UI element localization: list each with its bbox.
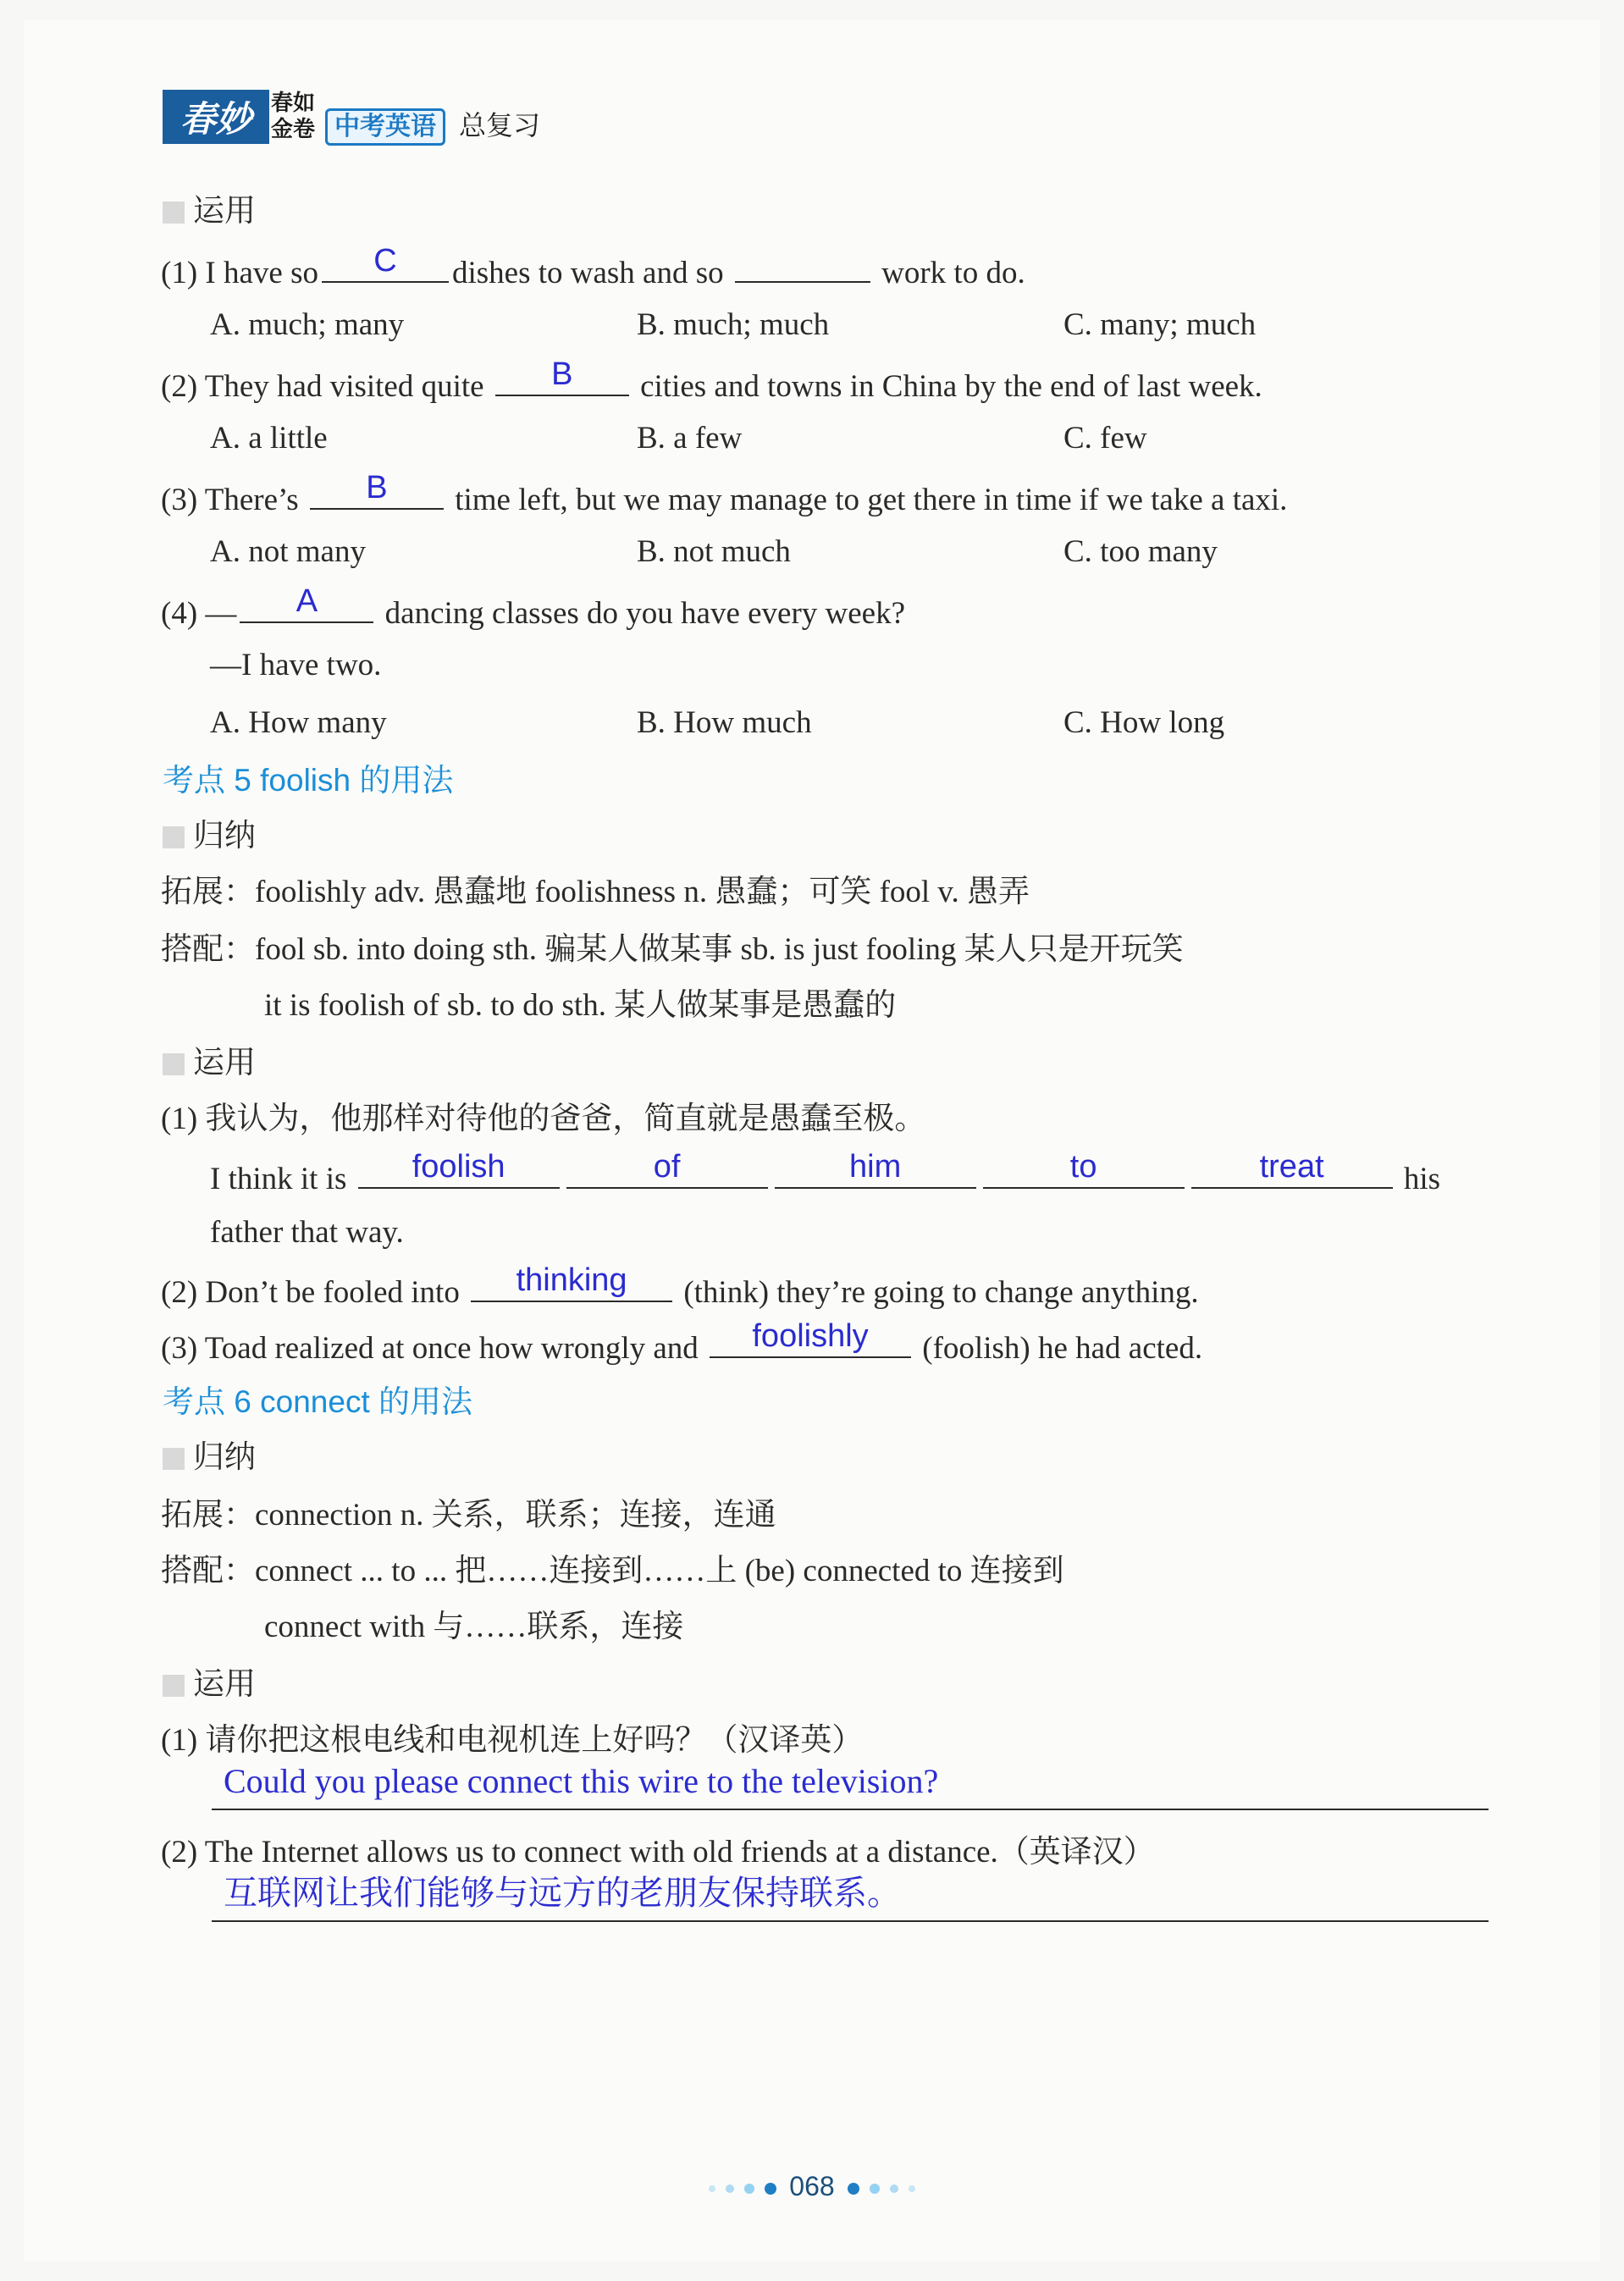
t5-question-1-cont: father that way. [210, 1215, 404, 1250]
t5-question-2: (2) Don’t be fooled into thinking (think) they’re going to change anything. [161, 1262, 1199, 1310]
t6-question-2: (2) The Internet allows us to connect with old friends at a distance.（英译汉） [161, 1835, 1155, 1870]
series-subtitle: 总复习 [459, 110, 541, 141]
topic-6-heading: 考点 6 connect 的用法 [163, 1384, 473, 1419]
publisher-logo: 春妙 [163, 90, 269, 144]
option-a: A. much; many [210, 307, 405, 342]
collocation-line-1: 搭配：fool sb. into doing sth. 骗某人做某事 sb. is just fooling 某人只是开玩笑 [161, 932, 1184, 967]
t5-question-1: (1) 我认为，他那样对待他的爸爸，简直就是愚蠢至极。 [161, 1102, 926, 1136]
series-title: 中考英语 [325, 108, 445, 146]
section-use-1: 运用 [163, 193, 256, 230]
t6-answer-line-2[interactable]: 互联网让我们能够与远方的老朋友保持联系。 [212, 1873, 1489, 1922]
topic-5-heading: 考点 5 foolish 的用法 [163, 763, 454, 798]
section-icon [163, 202, 185, 224]
page-number-footer [0, 2171, 1624, 2202]
page [24, 20, 1600, 2261]
question-4-reply: —I have two. [210, 648, 382, 682]
option-b: B. much; much [637, 307, 830, 342]
question-1: (1) I have so C dishes to wash and so work to do. [161, 243, 1025, 290]
logo-side-text: 春如 金卷 [271, 91, 316, 141]
option-a: A. How many [210, 705, 387, 740]
decor-dot [709, 2185, 715, 2192]
t6-answer-line-1[interactable]: Could you please connect this wire to the television? [212, 1761, 1489, 1810]
answer-blank[interactable]: of [566, 1157, 768, 1189]
option-a: A. not many [210, 534, 366, 569]
section-icon [163, 1675, 185, 1697]
t6-question-1: (1) 请你把这根电线和电视机连上好吗？（汉译英） [161, 1723, 864, 1758]
decor-dot [726, 2184, 734, 2193]
collocation-line-2: connect with 与……联系，连接 [264, 1610, 684, 1644]
section-use-5: 运用 [163, 1045, 256, 1082]
page-number: 068 [789, 2171, 835, 2201]
collocation-line-1: 搭配：connect ... to ... 把……连接到……上 (be) connected to 连接到 [161, 1554, 1064, 1588]
extension-line: 拓展：connection n. 关系，联系；连接，连通 [161, 1498, 776, 1533]
answer-blank[interactable]: to [983, 1157, 1185, 1189]
answer-blank[interactable]: C [322, 251, 449, 283]
section-icon [163, 1448, 185, 1470]
collocation-line-2: it is foolish of sb. to do sth. 某人做某事是愚蠢的 [264, 988, 897, 1023]
option-b: B. not much [637, 534, 791, 569]
decor-dot [765, 2183, 776, 2195]
question-2: (2) They had visited quite B cities and towns in China by the end of last week. [161, 356, 1262, 404]
decor-dot [870, 2184, 880, 2194]
t5-question-3: (3) Toad realized at once how wrongly and foolishly (foolish) he had acted. [161, 1318, 1203, 1366]
answer-blank[interactable]: thinking [471, 1270, 672, 1302]
option-c: C. few [1063, 421, 1147, 456]
section-icon [163, 826, 185, 848]
answer-blank[interactable]: foolishly [710, 1326, 911, 1358]
answer-blank[interactable]: him [775, 1157, 976, 1189]
decor-dot [744, 2184, 754, 2194]
option-c: C. many; much [1063, 307, 1257, 342]
answer-blank[interactable]: treat [1191, 1157, 1393, 1189]
section-summary-6: 归纳 [163, 1439, 256, 1477]
question-4: (4) — A dancing classes do you have every week? [161, 583, 906, 631]
section-icon [163, 1053, 185, 1075]
decor-dot [890, 2184, 898, 2193]
question-3: (3) There’s B time left, but we may manage to get there in time if we take a taxi. [161, 470, 1288, 517]
decor-dot [848, 2183, 859, 2195]
answer-blank[interactable] [735, 251, 870, 283]
option-b: B. How much [637, 705, 812, 740]
book-header [163, 90, 552, 146]
decor-dot [909, 2185, 915, 2192]
answer-blank[interactable]: A [240, 591, 373, 623]
option-c: C. How long [1063, 705, 1225, 740]
extension-line: 拓展：foolishly adv. 愚蠢地 foolishness n. 愚蠢；可笑 fool v. 愚弄 [161, 875, 1030, 909]
answer-blank[interactable]: B [495, 364, 629, 396]
t5-question-1-fill: I think it is foolish of him to treat his [210, 1149, 1441, 1196]
answer-blank[interactable]: foolish [358, 1157, 560, 1189]
option-c: C. too many [1063, 534, 1218, 569]
section-summary-5: 归纳 [163, 818, 256, 855]
option-a: A. a little [210, 421, 328, 456]
answer-blank[interactable]: B [310, 478, 444, 510]
section-use-6: 运用 [163, 1666, 256, 1704]
option-b: B. a few [637, 421, 743, 456]
